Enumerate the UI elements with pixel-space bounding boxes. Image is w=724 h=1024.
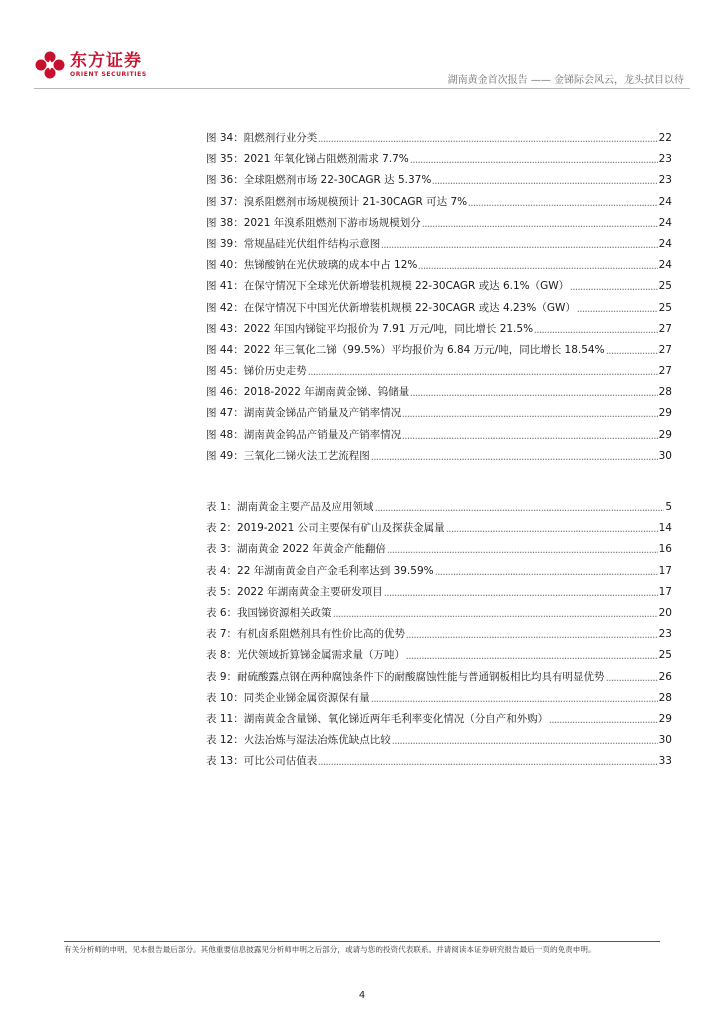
- table-title: 有机卤系阻燃剂具有性价比高的优势: [237, 628, 406, 641]
- table-page-number: 26: [658, 670, 672, 683]
- figure-title: 湖南黄金锑品产销量及产销率情况: [243, 407, 402, 420]
- table-entry[interactable]: [206, 753, 672, 774]
- table-title: 可比公司估值表: [243, 755, 318, 768]
- figure-label: 图 49：: [206, 449, 244, 462]
- report-title: 湖南黄金首次报告 —— 金锑际会风云，龙头拭目以待: [447, 75, 684, 86]
- table-label: 表 12：: [206, 734, 244, 747]
- figure-entry[interactable]: [206, 427, 672, 448]
- leader-dots: [384, 588, 658, 596]
- table-label: 表 2：: [206, 522, 238, 535]
- figure-entry[interactable]: [206, 321, 672, 342]
- table-page-number: 16: [658, 543, 672, 556]
- table-label: 表 6：: [206, 606, 238, 619]
- table-entry[interactable]: [206, 499, 672, 520]
- figure-page-number: 29: [658, 428, 672, 441]
- leader-dots: [387, 545, 658, 553]
- figure-label: 图 44：: [206, 343, 244, 356]
- figure-entry[interactable]: [206, 257, 672, 278]
- figure-entry[interactable]: [206, 363, 672, 384]
- table-title: 湖南黄金含量锑、氧化锑近两年毛利率变化情况（分自产和外购）: [243, 712, 549, 725]
- figure-title: 在保守情况下全球光伏新增装机规模 22-30CAGR 或达 6.1%（GW）: [243, 280, 570, 293]
- table-entry[interactable]: [206, 669, 672, 690]
- figure-page-number: 24: [658, 216, 672, 229]
- figure-page-number: 27: [658, 365, 672, 378]
- leader-dots: [402, 431, 657, 439]
- figure-page-number: 23: [658, 174, 672, 187]
- leader-dots: [606, 673, 658, 681]
- figure-title: 2021 年溴系阻燃剂下游市场规模划分: [243, 216, 421, 229]
- table-label: 表 7：: [206, 628, 238, 641]
- leader-dots: [418, 261, 657, 269]
- leader-dots: [549, 715, 657, 723]
- figure-title: 湖南黄金钨品产销量及产销率情况: [243, 428, 402, 441]
- table-title: 湖南黄金主要产品及应用领域: [237, 501, 374, 513]
- table-label: 表 13：: [206, 755, 244, 768]
- figure-title: 2018-2022 年湖南黄金锑、钨储量: [243, 386, 410, 399]
- table-page-number: 5: [665, 501, 672, 513]
- leader-dots: [446, 524, 658, 532]
- leader-dots: [410, 388, 657, 396]
- figure-page-number: 29: [658, 407, 672, 420]
- figure-label: 图 37：: [206, 195, 244, 208]
- table-index: [206, 499, 672, 774]
- leader-dots: [402, 409, 657, 417]
- leader-dots: [333, 609, 658, 617]
- figure-label: 图 40：: [206, 259, 244, 272]
- table-label: 表 9：: [206, 670, 238, 683]
- figure-entry[interactable]: [206, 342, 672, 363]
- figure-entry[interactable]: [206, 151, 672, 172]
- leader-dots: [371, 694, 658, 702]
- figure-entry[interactable]: [206, 130, 672, 151]
- table-page-number: 33: [658, 755, 672, 768]
- table-title: 2022 年湖南黄金主要研发项目: [237, 585, 383, 598]
- table-label: 表 5：: [206, 585, 238, 598]
- header-divider: [34, 88, 690, 89]
- figure-label: 图 48：: [206, 428, 244, 441]
- figure-label: 图 47：: [206, 407, 244, 420]
- table-entry[interactable]: [206, 541, 672, 562]
- figure-page-number: 23: [658, 153, 672, 166]
- table-entry[interactable]: [206, 690, 672, 711]
- table-label: 表 11：: [206, 712, 244, 725]
- figure-entry[interactable]: [206, 405, 672, 426]
- figure-title: 常规晶硅光伏组件结构示意图: [243, 237, 381, 250]
- figure-page-number: 30: [658, 449, 672, 462]
- table-entry[interactable]: [206, 732, 672, 753]
- table-label: 表 1：: [206, 501, 238, 513]
- disclaimer-text: 有关分析师的申明，见本报告最后部分。其他重要信息披露见分析师申明之后部分，或请与您的投资代表联系。并请阅读本证券研究报告最后一页的免责申明。: [64, 945, 596, 954]
- table-label: 表 3：: [206, 543, 238, 556]
- figure-page-number: 24: [658, 237, 672, 250]
- leader-dots: [468, 198, 657, 206]
- figure-entry[interactable]: [206, 215, 672, 236]
- table-entry[interactable]: [206, 563, 672, 584]
- leader-dots: [381, 240, 657, 248]
- table-page-number: 25: [658, 649, 672, 662]
- table-page-number: 17: [658, 585, 672, 598]
- figure-label: 图 46：: [206, 386, 244, 399]
- footer-divider: [64, 941, 660, 942]
- leader-dots: [406, 651, 658, 659]
- table-page-number: 28: [658, 691, 672, 704]
- figure-label: 图 38：: [206, 216, 244, 229]
- figure-entry[interactable]: [206, 300, 672, 321]
- figure-label: 图 39：: [206, 237, 244, 250]
- figure-title: 在保守情况下中国光伏新增装机规模 22-30CAGR 或达 4.23%（GW）: [243, 301, 576, 314]
- figure-entry[interactable]: [206, 236, 672, 257]
- figure-title: 2022 年国内锑锭平均报价为 7.91 万元/吨，同比增长 21.5%: [243, 322, 534, 335]
- page-number: 4: [358, 990, 366, 1001]
- figure-entry[interactable]: [206, 194, 672, 215]
- table-entry[interactable]: [206, 711, 672, 732]
- table-page-number: 29: [658, 712, 672, 725]
- leader-dots: [570, 282, 657, 290]
- orient-logo-icon: [34, 50, 66, 80]
- figure-page-number: 25: [658, 301, 672, 314]
- figure-page-number: 24: [658, 259, 672, 272]
- figure-title: 溴系阻燃剂市场规模预计 21-30CAGR 可达 7%: [243, 195, 468, 208]
- leader-dots: [375, 503, 665, 511]
- table-title: 同类企业锑金属资源保有量: [243, 691, 370, 704]
- table-title: 我国锑资源相关政策: [237, 606, 332, 619]
- leader-dots: [371, 452, 658, 460]
- leader-dots: [318, 134, 657, 142]
- table-page-number: 14: [658, 522, 672, 535]
- figure-label: 图 41：: [206, 280, 244, 293]
- figure-label: 图 35：: [206, 153, 244, 166]
- leader-dots: [435, 567, 658, 575]
- leader-dots: [432, 176, 657, 184]
- table-label: 表 4：: [206, 564, 238, 577]
- leader-dots: [308, 367, 658, 375]
- table-title: 耐硫酸露点钢在两种腐蚀条件下的耐酸腐蚀性能与普通钢板相比均具有明显优势: [237, 670, 605, 683]
- figure-label: 图 45：: [206, 365, 244, 378]
- figure-page-number: 22: [658, 132, 672, 144]
- table-page-number: 30: [658, 734, 672, 747]
- figure-title: 焦锑酸钠在光伏玻璃的成本中占 12%: [243, 259, 418, 272]
- logo-english-name: ORIENT SECURITIES: [70, 71, 147, 78]
- table-title: 22 年湖南黄金自产金毛利率达到 39.59%: [237, 564, 434, 577]
- table-label: 表 10：: [206, 691, 244, 704]
- table-label: 表 8：: [206, 649, 238, 662]
- leader-dots: [392, 736, 658, 744]
- figure-page-number: 24: [658, 195, 672, 208]
- table-entry[interactable]: [206, 520, 672, 541]
- figure-title: 全球阻燃剂市场 22-30CAGR 达 5.37%: [243, 174, 432, 187]
- figure-entry[interactable]: [206, 384, 672, 405]
- figure-title: 2022 年三氧化二锑（99.5%）平均报价为 6.84 万元/吨，同比增长 18.54%: [243, 343, 605, 356]
- leader-dots: [606, 346, 658, 354]
- table-title: 火法冶炼与湿法冶炼优缺点比较: [243, 734, 391, 747]
- logo-chinese-name: 东方证券: [70, 51, 142, 71]
- figure-title: 锑价历史走势: [243, 365, 307, 378]
- figure-label: 图 43：: [206, 322, 244, 335]
- table-entry[interactable]: [206, 584, 672, 605]
- leader-dots: [318, 757, 657, 765]
- figure-page-number: 25: [658, 280, 672, 293]
- orient-securities-logo: [34, 50, 147, 80]
- table-title: 湖南黄金 2022 年黄金产能翻倍: [237, 543, 386, 556]
- table-page-number: 20: [658, 606, 672, 619]
- figure-entry[interactable]: [206, 172, 672, 193]
- figure-page-number: 27: [658, 343, 672, 356]
- leader-dots: [577, 304, 658, 312]
- figure-entry[interactable]: [206, 278, 672, 299]
- figure-title: 三氧化二锑火法工艺流程图: [243, 449, 370, 462]
- table-entry[interactable]: [206, 626, 672, 647]
- leader-dots: [422, 219, 658, 227]
- table-page-number: 23: [658, 628, 672, 641]
- figure-label: 图 36：: [206, 174, 244, 187]
- table-title: 2019-2021 公司主要保有矿山及探获金属量: [237, 522, 445, 535]
- leader-dots: [534, 325, 658, 333]
- table-page-number: 17: [658, 564, 672, 577]
- figure-entry[interactable]: [206, 448, 672, 469]
- table-entry[interactable]: [206, 647, 672, 668]
- figure-title: 2021 年氧化锑占阻燃剂需求 7.7%: [243, 153, 409, 166]
- figure-label: 图 34：: [206, 132, 244, 144]
- leader-dots: [406, 630, 658, 638]
- leader-dots: [410, 155, 658, 163]
- figure-index: [206, 130, 672, 469]
- figure-label: 图 42：: [206, 301, 244, 314]
- table-entry[interactable]: [206, 605, 672, 626]
- figure-title: 阻燃剂行业分类: [243, 132, 318, 144]
- table-title: 光伏领域折算锑金属需求量（万吨）: [237, 649, 406, 662]
- figure-page-number: 27: [658, 322, 672, 335]
- figure-page-number: 28: [658, 386, 672, 399]
